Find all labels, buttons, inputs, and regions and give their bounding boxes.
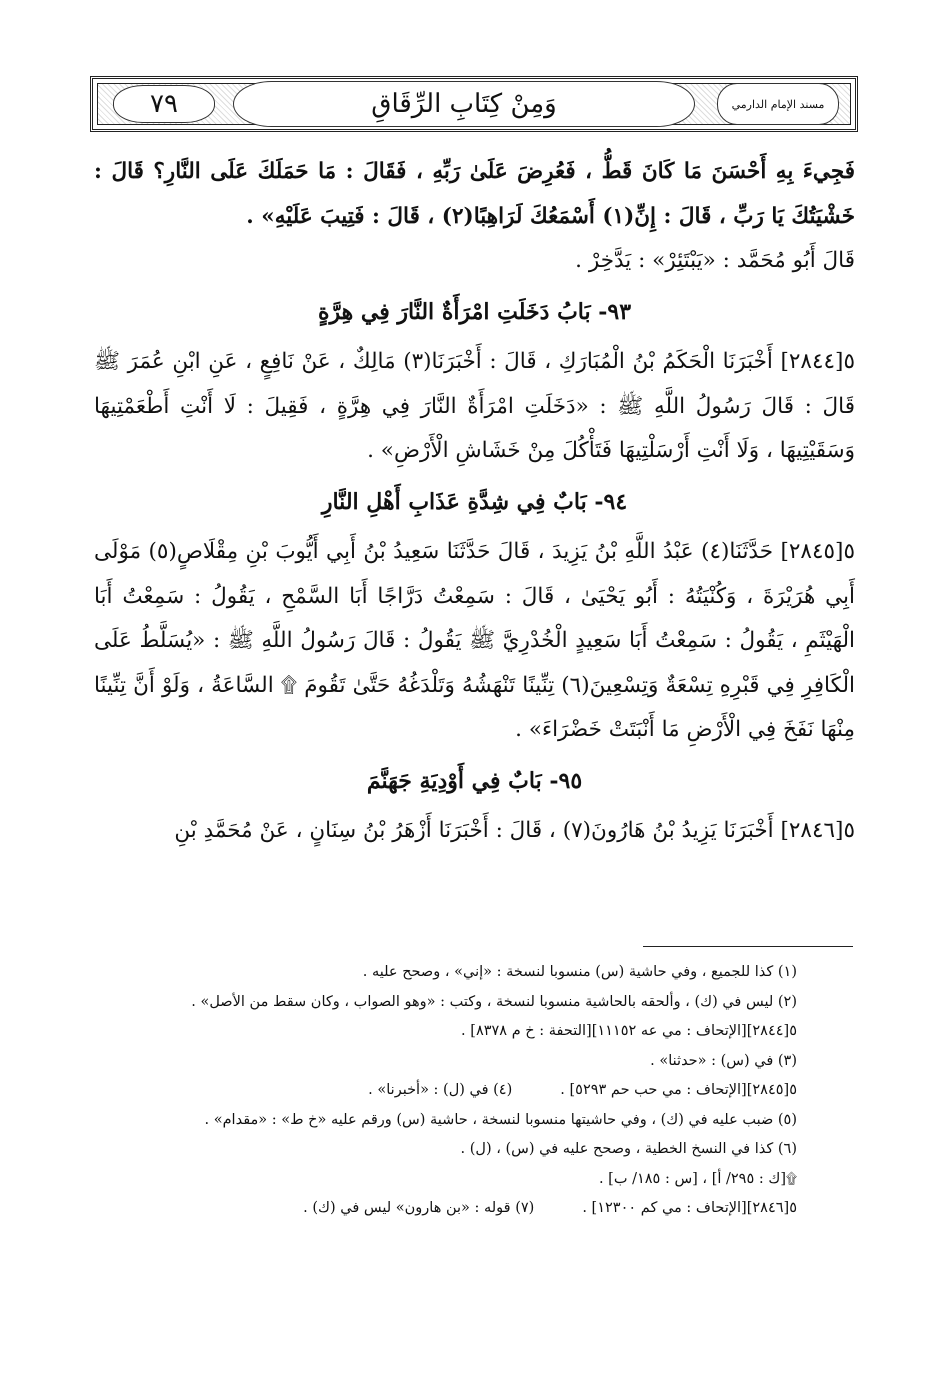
hadith-2846: ٥[٢٨٤٦] أَخْبَرَنَا يَزِيدُ بْنُ هَارُونَ(٧) ، قَالَ : أَخْبَرَنَا أَزْهَرُ بْنُ سِنَانٍ ، عَنْ مُحَمَّدِ بْنِ — [174, 818, 855, 843]
footnote-divider — [643, 946, 853, 947]
hadith-2844: ٥[٢٨٤٤] أَخْبَرَنَا الْحَكَمُ بْنُ الْمُبَارَكِ ، قَالَ : أَخْبَرَنَا(٣) مَالِكٌ ، عَنْ نَافِعٍ ، عَنِ ابْنِ عُمَرَ ﷺ قَالَ : قَالَ رَسُولُ اللَّهِ ﷺ : «دَخَلَتِ امْرَأَةٌ النَّارَ فِي هِرَّةٍ ، فَقِيلَ : لَا أَنْتِ أَطْعَمْتِيهَا وَسَقَيْتِيهَا ، وَلَا أَنْتِ أَرْسَلْتِيهَا فَتَأْكُلَ مِنْ خَشَاشِ الْأَرْضِ» . — [94, 349, 855, 463]
footnote-ref-2844: ٥[٢٨٤٤][الإتحاف : مي عه ١١١٥٢][التحفة : خ م ٨٣٧٨] . — [461, 1023, 797, 1039]
footnote-2: (٢) ليس في (ك) ، وألحقه بالحاشية منسوبا لنسخة ، وكتب : «وهو الصواب ، وكان سقط من الأصل» . — [191, 993, 797, 1010]
page-number: ٧٩ — [113, 85, 215, 123]
page-header — [90, 76, 858, 132]
footnote-6: (٦) كذا في النسخ الخطية ، وصحح عليه في (س) ، (ل) . — [460, 1141, 797, 1157]
running-title: وَمِنْ كِتَابِ الرِّقَاقِ — [233, 81, 695, 127]
hadith-2845: ٥[٢٨٤٥] حَدَّثَنَا(٤) عَبْدُ اللَّهِ بْنُ يَزِيدَ ، قَالَ حَدَّثَنَا سَعِيدُ بْنُ أَبِي أَيُّوبَ بْنِ مِقْلَاصٍ(٥) مَوْلَى أَبِي هُرَيْرَةَ ، وَكُنْيَتُهُ : أَبُو يَحْيَىٰ ، قَالَ : سَمِعْتُ دَرَّاجًا أَبَا السَّمْحِ ، يَقُولُ : سَمِعْتُ أَبَا الْهَيْثَمِ ، يَقُولُ : سَمِعْتُ أَبَا سَعِيدٍ الْخُدْرِيَّ ﷺ يَقُولُ : قَالَ رَسُولُ اللَّهِ ﷺ : «يُسَلَّطُ عَلَى الْكَافِرِ فِي قَبْرِهِ تِسْعَةٌ وَتِسْعِينَ(٦) تِنِّينًا تَنْهَشُهُ وَتَلْدَغُهُ حَتَّىٰ تَقُومَ ۩ السَّاعَةُ ، وَلَوْ أَنَّ تِنِّينًا مِنْهَا نَفَخَ فِي الْأَرْضِ مَا أَنْبَتَتْ خَضْرَاءَ» . — [94, 539, 855, 742]
footnote-manuscript-marks: ۩[ك : ٢٩٥/ أ] ، [س : ١٨٥/ ب] . — [598, 1170, 797, 1187]
footnote-ref-2846: ٥[٢٨٤٦][الإتحاف : مي كم ١٢٣٠٠] . — [582, 1200, 797, 1216]
chapter-heading-94: ٩٤- بَابٌ فِي شِدَّةِ عَذَابِ أَهْلِ النَّارِ — [321, 488, 628, 515]
chapter-heading-95: ٩٥- بَابٌ فِي أَوْدِيَةِ جَهَنَّمَ — [366, 767, 583, 794]
footnote-1: (١) كذا للجميع ، وفي حاشية (س) منسوبا لنسخة : «إني» ، وصحح عليه . — [362, 964, 797, 980]
footnote-row-2846 — [140, 1194, 797, 1224]
footnote-3: (٣) في (س) : «حدثنا» . — [650, 1052, 797, 1069]
chapter-heading-93: ٩٣- بَابُ دَخَلَتِ امْرَأَةٌ النَّارَ فِي هِرَّةٍ — [317, 298, 632, 325]
footnote-4: (٤) في (ل) : «أخبرنا» . — [368, 1082, 513, 1098]
footnote-ref-2845: ٥[٢٨٤٥][الإتحاف : مي حب حم ٥٢٩٣] . — [560, 1082, 797, 1098]
paragraph-abu-muhammad: قَالَ أَبُو مُحَمَّد : «يَبْتَئِرْ» : يَدَّخِرْ . — [575, 248, 855, 273]
main-text — [94, 150, 855, 854]
footnote-7: (٧) قوله : «بن هارون» ليس في (ك) . — [303, 1200, 535, 1216]
book-logo: مسند الإمام الدارمي — [717, 83, 839, 125]
footnote-row-2845 — [140, 1076, 797, 1106]
footnote-5: (٥) ضبب عليه في (ك) ، وفي حاشيتها منسوبا لنسخة ، حاشية (س) ورقم عليه «خ ط» : «مقدام» . — [204, 1111, 797, 1128]
footnotes — [140, 958, 797, 1224]
paragraph-continuation: فَجِيءَ بِهِ أَحْسَنَ مَا كَانَ قَطُّ ، فَعُرِضَ عَلَىٰ رَبِّهِ ، فَقَالَ : مَا حَمَلَكَ عَلَى النَّارِ؟ قَالَ : خَشْيَتُكَ يَا رَبِّ ، قَالَ : إِنِّ(١) أَسْمَعُكَ لَرَاهِبًا(٢) ، قَالَ : فَتِيبَ عَلَيْهِ» . — [94, 159, 855, 229]
